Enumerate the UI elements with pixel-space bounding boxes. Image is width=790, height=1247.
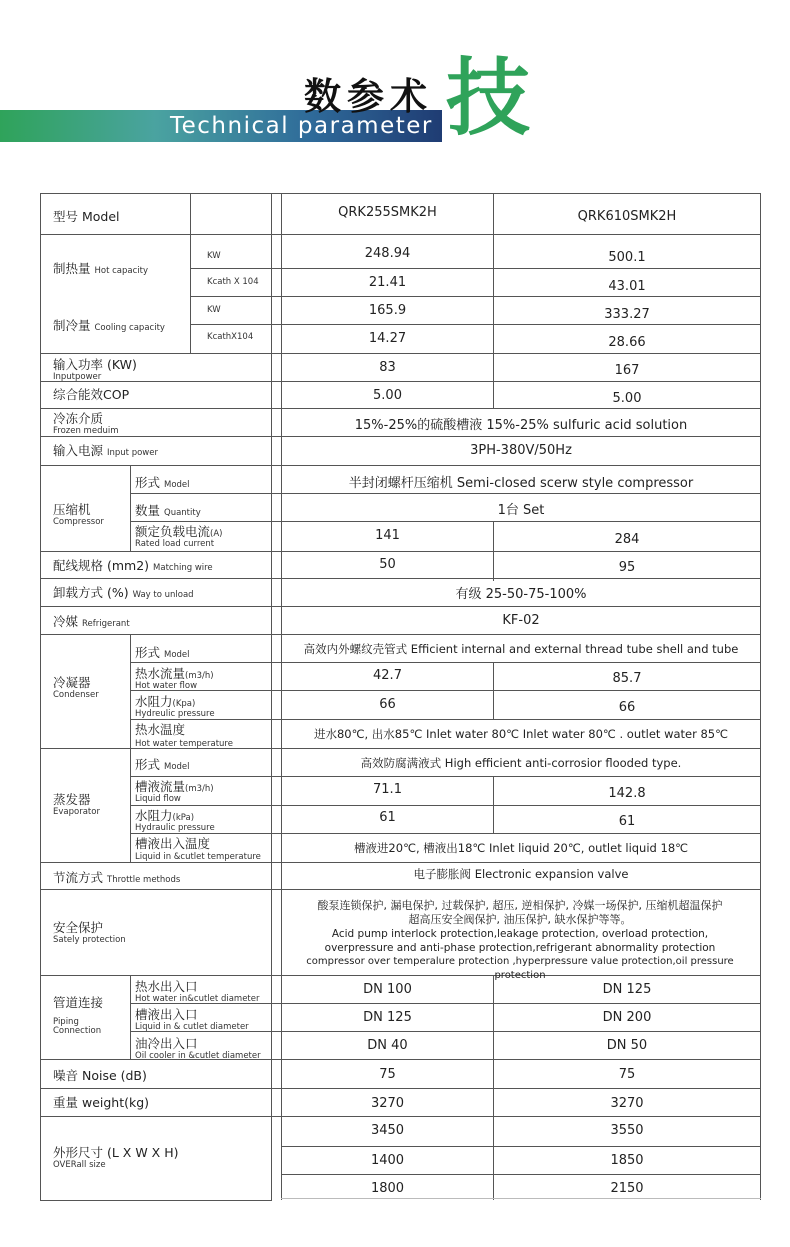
evaporator-flow-unit: (m3/h): [185, 784, 214, 794]
cooling-r1-v1: 165.9: [368, 303, 407, 318]
power-source-value: 3PH-380V/50Hz: [470, 443, 572, 458]
evaporator-temp-cn: 槽液出入温度: [135, 836, 211, 851]
grid-line: [281, 1146, 761, 1147]
piping-hw-en: Hot water in&cutlet diameter: [135, 994, 260, 1004]
frozen-value: 15%-25%的硫酸槽液 15%-25% sulfuric acid solution: [354, 418, 688, 433]
noise-v2: 75: [618, 1067, 636, 1082]
grid-line: [760, 193, 761, 1200]
condenser-temp-cn: 热水温度: [135, 722, 186, 737]
condenser-flow-en: Hot water flow: [135, 681, 198, 691]
power-source-label-cn: 输入电源: [53, 443, 104, 458]
compressor-qty-en: Quantity: [164, 508, 201, 518]
piping-oil-en: Oil cooler in &cutlet diameter: [135, 1051, 261, 1061]
piping-hw-v2: DN 125: [602, 982, 652, 997]
piping-lq-cn: 槽液出入口: [135, 1007, 198, 1022]
heating-r2-v1: 21.41: [368, 275, 407, 290]
grid-line: [130, 521, 761, 522]
condenser-form-label: [135, 643, 190, 661]
safety-label-en: Sately protection: [53, 935, 126, 945]
condenser-res-v1: 66: [379, 697, 396, 712]
grid-line: [40, 381, 761, 382]
weight-v2: 3270: [610, 1096, 644, 1111]
grid-line: [130, 776, 761, 777]
weight-label: 重量 weight(kg): [53, 1095, 150, 1110]
cooling-unit-1: KW: [207, 305, 221, 315]
grid-line: [40, 193, 761, 194]
grid-line: [130, 805, 761, 806]
condenser-flow-label: [135, 664, 214, 691]
grid-line: [40, 862, 761, 863]
size-l-v1: 3450: [370, 1123, 405, 1138]
grid-line: [190, 296, 761, 297]
size-l-v2: 3550: [610, 1123, 644, 1138]
model-label: [53, 207, 120, 225]
condenser-form-cn: 形式: [135, 645, 161, 660]
model-label-en: Model: [82, 209, 120, 224]
grid-line: [40, 551, 761, 552]
evaporator-res-label: [135, 806, 215, 833]
condenser-label-cn: 冷凝器: [53, 675, 91, 690]
compressor-label-cn: 压缩机: [53, 502, 91, 517]
safety-line-4: overpressure and anti-phase protection,refrigerant abnormality protection: [324, 942, 716, 954]
grid-line: [40, 1088, 761, 1089]
heating-label-cn: 制热量: [53, 261, 91, 276]
condenser-res-cn: 水阻力: [135, 694, 173, 709]
piping-lq-v2: DN 200: [602, 1010, 652, 1025]
safety-label-cn: 安全保护: [53, 920, 104, 935]
grid-line: [281, 1174, 761, 1175]
grid-line: [130, 493, 761, 494]
input-power-v1: 83: [379, 360, 396, 375]
header-title-big-char: 技: [446, 49, 531, 147]
grid-line: [40, 408, 761, 409]
refrigerant-label-cn: 冷媒: [53, 614, 79, 629]
input-power-label-en: Inputpower: [53, 372, 102, 382]
condenser-flow-unit: (m3/h): [185, 671, 214, 681]
cooling-r2-v2: 28.66: [608, 335, 646, 350]
condenser-temp-label: [135, 720, 233, 749]
piping-label: [53, 993, 103, 1036]
cooling-unit-2: KcathX104: [207, 332, 254, 342]
heating-r1-v1: 248.94: [364, 246, 411, 261]
condenser-flow-v1: 42.7: [373, 668, 402, 683]
grid-line: [40, 234, 761, 235]
grid-line: [130, 465, 131, 551]
compressor-label-en: Compressor: [53, 517, 104, 527]
evaporator-flow-cn: 槽液流量: [135, 779, 186, 794]
evaporator-label-cn: 蒸发器: [53, 792, 91, 807]
grid-line: [40, 606, 761, 607]
cooling-label-cn: 制冷量: [53, 318, 91, 333]
evaporator-res-cn: 水阻力: [135, 808, 173, 823]
piping-lq-v1: DN 125: [363, 1010, 412, 1025]
piping-label-en-2: Connection: [53, 1026, 102, 1036]
evaporator-form-en: Model: [164, 762, 190, 772]
compressor-rated-v2: 284: [614, 532, 640, 547]
wiring-label: [53, 556, 213, 574]
power-source-label-en: Input power: [107, 448, 158, 458]
size-label: [53, 1143, 178, 1170]
compressor-qty-cn: 数量: [135, 503, 161, 518]
size-h-v1: 1800: [370, 1181, 405, 1196]
compressor-form-label: [135, 473, 190, 491]
grid-line: [40, 193, 41, 1050]
condenser-label: [53, 673, 99, 700]
piping-hw-label: [135, 977, 259, 1004]
cooling-r2-v1: 14.27: [368, 331, 407, 346]
condenser-temp-en: Hot water temperature: [135, 739, 233, 749]
condenser-res-unit: (Kpa): [172, 699, 196, 709]
compressor-rated-en: Rated load current: [135, 539, 215, 549]
grid-line: [130, 662, 761, 663]
wiring-v2: 95: [618, 560, 636, 575]
compressor-qty-label: [135, 501, 201, 519]
unload-label-cn: 卸载方式 (%): [53, 585, 129, 600]
compressor-rated-v1: 141: [375, 528, 400, 543]
condenser-flow-v2: 85.7: [612, 671, 642, 686]
grid-line: [130, 975, 131, 1059]
evaporator-res-unit: (kPa): [172, 813, 195, 823]
cooling-label: [53, 316, 165, 334]
grid-line: [40, 578, 761, 579]
size-w-v1: 1400: [370, 1153, 405, 1168]
piping-lq-label: [135, 1005, 249, 1032]
refrigerant-label-en: Refrigerant: [82, 619, 130, 629]
condenser-res-en: Hydreulic pressure: [135, 709, 215, 719]
heating-r2-v2: 43.01: [608, 279, 646, 294]
evaporator-label: [53, 790, 100, 817]
piping-oil-v1: DN 40: [367, 1038, 408, 1053]
evaporator-flow-v1: 71.1: [373, 782, 402, 797]
safety-line-1: 酸泵连锁保护, 漏电保护, 过载保护, 超压, 逆相保护, 冷媒一场保护, 压缩机超温保护: [317, 899, 723, 912]
condenser-res-v2: 66: [618, 700, 636, 715]
piping-hw-v1: DN 100: [363, 982, 412, 997]
grid-line: [130, 690, 761, 691]
grid-line: [40, 353, 761, 354]
heating-unit-1: KW: [207, 251, 221, 261]
size-w-v2: 1850: [610, 1153, 644, 1168]
piping-label-en-1: Piping: [53, 1017, 79, 1027]
compressor-qty-value: 1台 Set: [497, 503, 545, 518]
frozen-label-cn: 冷冻介质: [53, 411, 104, 426]
evaporator-form-label: [135, 755, 190, 773]
header-title-en: Technical parameter: [170, 113, 433, 139]
cooling-label-en: Cooling capacity: [94, 323, 165, 333]
compressor-rated-unit: (A): [210, 529, 223, 539]
evaporator-flow-en: Liquid flow: [135, 794, 181, 804]
refrigerant-label: [53, 612, 130, 630]
evaporator-temp-label: [135, 834, 261, 862]
condenser-form-en: Model: [164, 650, 190, 660]
safety-line-5: compressor over temperalure protection ,hyperpressure value protection,oil pressure protection: [306, 956, 734, 981]
safety-label: [53, 918, 126, 945]
throttle-label: [53, 868, 180, 886]
refrigerant-value: KF-02: [502, 613, 540, 628]
evaporator-flow-label: [135, 777, 214, 804]
heating-label-en: Hot capacity: [94, 266, 149, 276]
noise-v1: 75: [379, 1067, 396, 1082]
compressor-rated-cn: 额定负载电流: [135, 524, 211, 539]
frozen-label-en: Frozen meduim: [53, 426, 119, 436]
grid-line: [190, 268, 761, 269]
evaporator-label-en: Evaporator: [53, 807, 100, 817]
size-label-en: OVERall size: [53, 1160, 106, 1170]
grid-line: [281, 1198, 761, 1199]
noise-label: 噪音 Noise (dB): [53, 1068, 147, 1083]
piping-oil-label: [135, 1034, 261, 1061]
unload-label: [53, 583, 194, 601]
piping-hw-cn: 热水出入口: [135, 979, 198, 994]
input-power-label: [53, 355, 137, 382]
weight-v1: 3270: [370, 1096, 405, 1111]
condenser-form-value: 高效内外螺纹壳管式 Efficient internal and external thread tube shell and tube: [303, 642, 739, 656]
evaporator-temp-en: Liquid in &cutlet temperature: [135, 852, 261, 862]
grid-line: [40, 1200, 272, 1201]
grid-line: [40, 889, 761, 890]
compressor-label: [53, 500, 104, 527]
wiring-label-cn: 配线规格 (mm2): [53, 558, 150, 573]
grid-line: [40, 1116, 761, 1117]
throttle-value: 电子膨胀阀 Electronic expansion valve: [413, 867, 629, 881]
evaporator-res-v2: 61: [618, 814, 636, 829]
cop-v2: 5.00: [612, 391, 642, 406]
unload-value: 有级 25-50-75-100%: [455, 587, 587, 602]
heating-r1-v2: 500.1: [608, 250, 646, 265]
grid-line: [190, 324, 761, 325]
cop-label: 综合能效COP: [53, 387, 130, 402]
cop-v1: 5.00: [373, 388, 402, 403]
compressor-rated-label: [135, 522, 222, 549]
header-title-cn: 数参术: [304, 75, 433, 118]
throttle-label-en: Throttle methods: [107, 875, 181, 885]
size-h-v2: 2150: [610, 1181, 644, 1196]
safety-line-3: Acid pump interlock protection,leakage protection, overload protection,: [331, 928, 709, 940]
evaporator-flow-v2: 142.8: [608, 786, 646, 801]
compressor-form-cn: 形式: [135, 475, 161, 490]
piping-label-cn: 管道连接: [53, 995, 104, 1010]
piping-lq-en: Liquid in & cutlet diameter: [135, 1022, 249, 1032]
wiring-v1: 50: [379, 557, 396, 572]
piping-oil-cn: 油冷出入口: [135, 1036, 198, 1051]
condenser-label-en: Condenser: [53, 690, 99, 700]
heating-unit-2: Kcath X 104: [207, 277, 259, 287]
condenser-res-label: [135, 692, 215, 719]
grid-line: [190, 193, 191, 353]
input-power-v2: 167: [614, 363, 640, 378]
safety-line-2: 超高压安全阀保护, 油压保护, 缺水保护等等。: [408, 913, 632, 926]
compressor-form-en: Model: [164, 480, 190, 490]
evaporator-form-cn: 形式: [135, 757, 161, 772]
grid-line: [271, 193, 272, 1200]
heating-label: [53, 259, 148, 277]
model-value-1: QRK255SMK2H: [338, 205, 437, 220]
condenser-temp-value: 进水80℃, 出水85℃ Inlet water 80℃ Inlet water 80℃ . outlet water 85℃: [313, 727, 729, 741]
grid-line: [40, 634, 761, 635]
evaporator-temp-value: 槽液进20℃, 槽液出18℃ Inlet liquid 20℃, outlet liquid 18℃: [353, 841, 689, 855]
wiring-label-en: Matching wire: [153, 563, 213, 573]
grid-line: [40, 436, 761, 437]
grid-line: [130, 634, 131, 748]
evaporator-form-value: 高效防腐满液式 High efficient anti-corrosior flooded type.: [360, 756, 682, 770]
power-source-label: [53, 441, 158, 459]
evaporator-res-en: Hydraulic pressure: [135, 823, 215, 833]
input-power-label-cn: 输入功率 (KW): [53, 357, 137, 372]
cooling-r1-v2: 333.27: [604, 307, 650, 322]
unload-label-en: Way to unload: [132, 590, 194, 600]
grid-line: [40, 1050, 41, 1200]
size-label-cn: 外形尺寸 (L X W X H): [53, 1145, 179, 1160]
grid-line: [40, 465, 761, 466]
condenser-flow-cn: 热水流量: [135, 666, 186, 681]
model-label-cn: 型号: [53, 209, 79, 224]
frozen-label: [53, 409, 119, 436]
compressor-form-value: 半封闭螺杆压缩机 Semi-closed scerw style compressor: [348, 476, 694, 491]
model-value-2: QRK610SMK2H: [577, 209, 677, 224]
evaporator-res-v1: 61: [379, 810, 396, 825]
piping-oil-v2: DN 50: [606, 1038, 648, 1053]
throttle-label-cn: 节流方式: [53, 870, 104, 885]
